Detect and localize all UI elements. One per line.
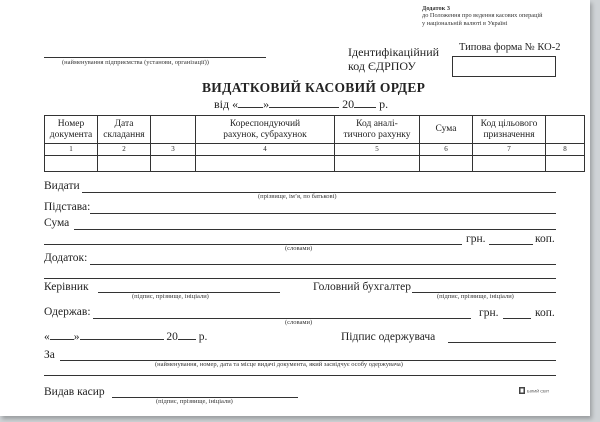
col-number: 4 — [196, 144, 335, 156]
vydav-label: Видав касир — [44, 386, 105, 398]
basis-field[interactable] — [90, 213, 556, 214]
col-number: 2 — [98, 144, 151, 156]
annex-note — [422, 5, 543, 27]
holovnyi-label: Головний бухгалтер — [313, 281, 411, 293]
receipt-date-close: » — [73, 331, 80, 343]
edrpou-code-box[interactable] — [452, 56, 556, 77]
receipt-day-field[interactable] — [50, 339, 74, 340]
table-cell[interactable] — [196, 156, 335, 172]
receipt-year-suffix: р. — [198, 331, 208, 343]
annex-label: Додаток 3 — [422, 5, 450, 12]
id-document-caption: (найменування, номер, дата та місце видачі документа, який засвідчує особу одержувача) — [155, 361, 403, 368]
col-number: 3 — [151, 144, 196, 156]
col-number: 1 — [45, 144, 98, 156]
receipt-date-open: « — [44, 331, 50, 343]
za-label: За — [44, 349, 55, 361]
receipt-year-field[interactable] — [178, 339, 196, 340]
id-code-label — [348, 45, 439, 73]
annex-line2: до Положення про ведення касових операцій — [422, 12, 543, 20]
grn-label: грн. — [466, 233, 486, 245]
attachment-field-2[interactable] — [44, 278, 556, 279]
day-field[interactable] — [238, 107, 263, 108]
suma-label: Сума — [44, 217, 70, 229]
col-number: 7 — [473, 144, 546, 156]
header-col3 — [151, 116, 196, 144]
recipient-sign-field[interactable] — [448, 342, 556, 343]
id-code-line2: код ЄДРПОУ — [348, 59, 416, 73]
publisher-logo-icon — [519, 386, 549, 396]
id-code-line1: Ідентифікаційний — [348, 45, 440, 59]
annex-line3: у національній валюті в Україні — [422, 19, 508, 27]
table-cell[interactable] — [420, 156, 473, 172]
header-col8 — [546, 116, 585, 144]
cashier-caption: (підпис, прізвище, ініціали) — [156, 398, 233, 405]
order-table — [44, 115, 585, 172]
header-date: Дата складання — [98, 116, 151, 144]
svg-text:БІЛИЙ СВІТ: БІЛИЙ СВІТ — [527, 388, 549, 394]
table-cell[interactable] — [151, 156, 196, 172]
header-doc-number: Номер документа — [45, 116, 98, 144]
id-document-field-2[interactable] — [44, 375, 556, 376]
received-grn-label: грн. — [479, 307, 499, 319]
form-title: ВИДАТКОВИЙ КАСОВИЙ ОРДЕР — [202, 80, 426, 95]
header-sum: Сума — [420, 116, 473, 144]
table-cell[interactable] — [473, 156, 546, 172]
table-number-row — [45, 144, 585, 156]
dodatok-label: Додаток: — [44, 252, 88, 264]
date-line — [214, 97, 388, 112]
vydaty-label: Видати — [44, 180, 80, 192]
header-purpose-code: Код цільового призначення — [473, 116, 546, 144]
form-number-label: Типова форма № КО-2 — [459, 42, 561, 53]
table-cell[interactable] — [45, 156, 98, 172]
month-field[interactable] — [269, 107, 339, 108]
oderzhav-label: Одержав: — [44, 306, 91, 318]
recipient-caption: (прізвище, ім’я, по батькові) — [258, 193, 337, 200]
sum-caption: (словами) — [285, 245, 313, 252]
org-name-line[interactable] — [44, 57, 266, 58]
receipt-date — [44, 331, 207, 343]
received-kop-field[interactable] — [503, 318, 531, 319]
director-caption: (підпис, прізвище, ініціали) — [132, 293, 209, 300]
received-caption: (словами) — [285, 319, 313, 326]
attachment-field-1[interactable] — [90, 264, 556, 265]
col-number: 8 — [546, 144, 585, 156]
receipt-year: 20 — [166, 331, 178, 343]
kop-label: коп. — [535, 233, 555, 245]
pidstava-label: Підстава: — [44, 201, 91, 213]
date-prefix: від « — [214, 97, 239, 111]
table-header-row — [45, 116, 585, 144]
header-corr-account: Кореспондуючий рахунок, субрахунок — [196, 116, 335, 144]
table-cell[interactable] — [546, 156, 585, 172]
pidpys-label: Підпис одержувача — [341, 331, 436, 343]
col-number: 5 — [335, 144, 420, 156]
table-cell[interactable] — [335, 156, 420, 172]
publisher-logo — [519, 383, 549, 393]
kerivnyk-label: Керівник — [44, 281, 89, 293]
table-cell[interactable] — [98, 156, 151, 172]
received-words-field[interactable] — [93, 318, 471, 319]
sum-words-field-2[interactable] — [44, 244, 462, 245]
date-suffix: р. — [379, 97, 389, 111]
year-field[interactable] — [354, 107, 376, 108]
accountant-caption: (підпис, прізвище, ініціали) — [437, 293, 514, 300]
date-mid: » — [263, 97, 270, 111]
receipt-month-field[interactable] — [80, 339, 164, 340]
date-year: 20 — [342, 97, 355, 111]
sum-words-field-1[interactable] — [74, 229, 556, 230]
col-number: 6 — [420, 144, 473, 156]
table-entry-row[interactable] — [45, 156, 585, 172]
org-caption: (найменування підприємства (установи, організації)) — [62, 59, 209, 66]
header-analytic-code: Код аналі- тичного рахунку — [335, 116, 420, 144]
received-kop-label: коп. — [535, 307, 555, 319]
kop-field[interactable] — [489, 244, 533, 245]
